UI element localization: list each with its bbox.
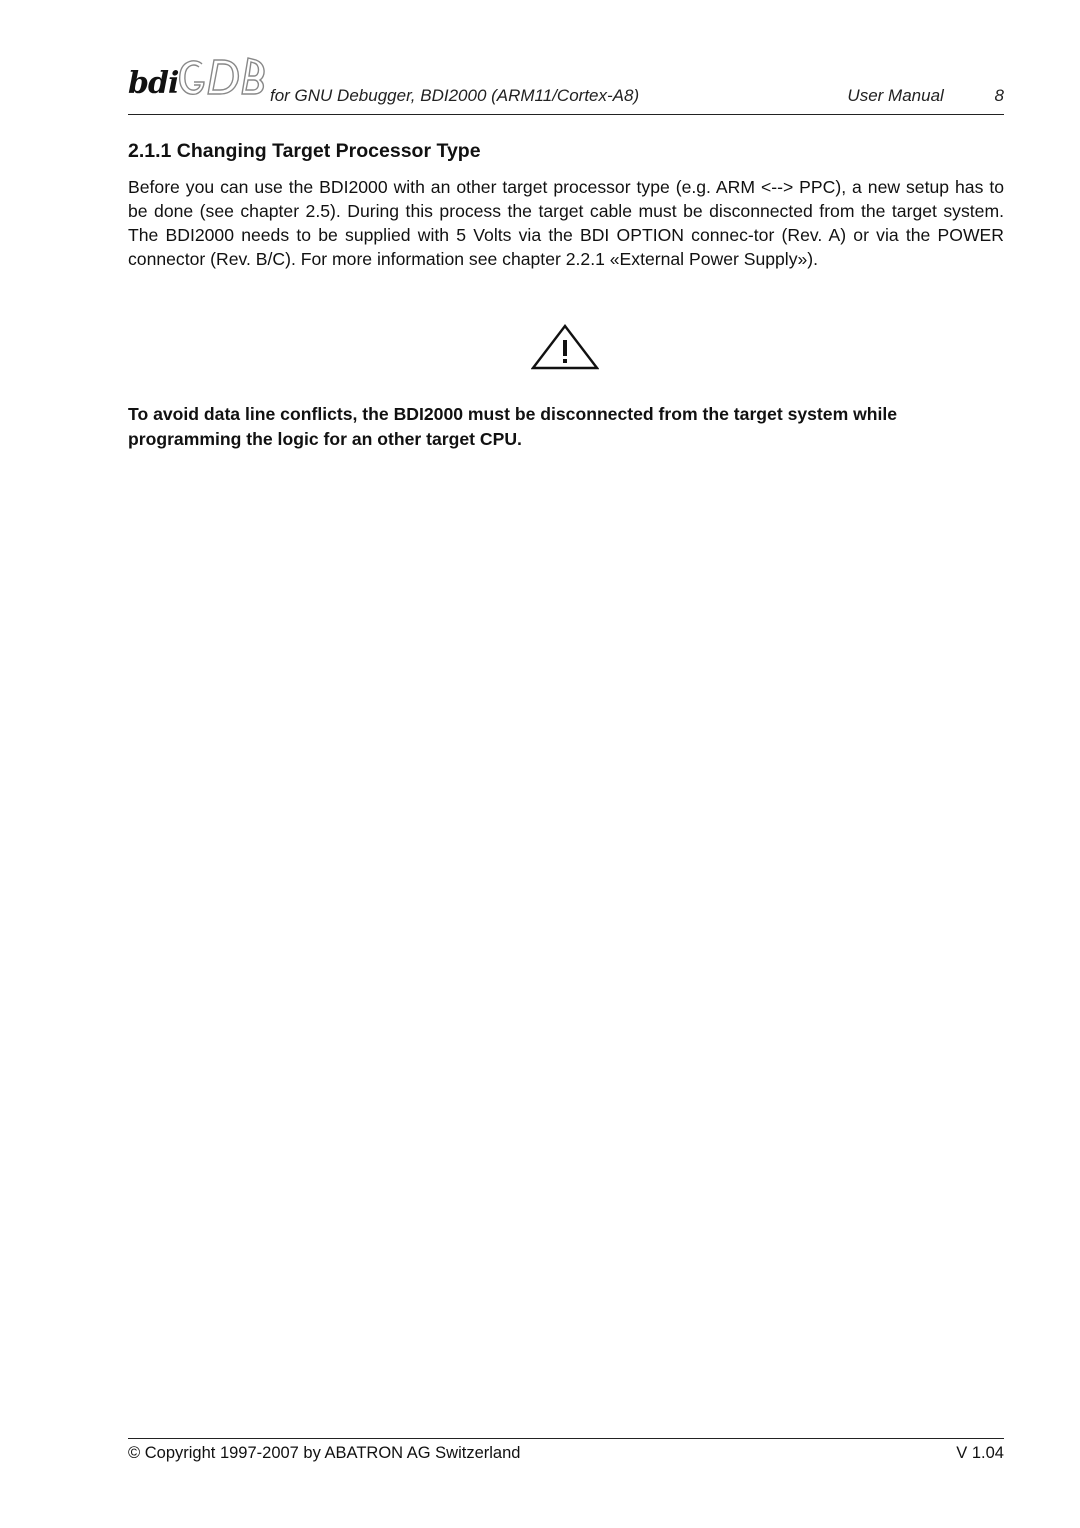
section-paragraph: Before you can use the BDI2000 with an other target processor type (e.g. ARM <--> PPC), a new setup has to be done (see chapter 2.5). During this process the target cable must be disconnected from the target system. The BDI2000 needs to be supplied with 5 Volts via the BDI OPTION connec-tor (Rev. A) or via the POWER connector (Rev. B/C). For more information see chapter 2.2.1 «External Power Supply»). [128, 177, 1004, 269]
footer-version: V 1.04 [956, 1444, 1004, 1462]
warning-text: To avoid data line conflicts, the BDI2000 must be disconnected from the target system while programming the logic for an other target CPU. [128, 404, 898, 449]
header-doc-type: User Manual [847, 86, 944, 105]
logo-gdb-outline-icon [172, 52, 268, 106]
logo-bdi-text: bdi [128, 66, 179, 101]
header-right [847, 86, 1004, 106]
warning-triangle-icon [531, 324, 599, 370]
section-title: 2.1.1 Changing Target Processor Type [128, 140, 481, 162]
header-subtitle: for GNU Debugger, BDI2000 (ARM11/Cortex-A8) [270, 86, 640, 105]
bdigdb-logo [128, 52, 268, 106]
header-page-number: 8 [994, 86, 1004, 105]
page-header [128, 52, 1004, 115]
page-footer [128, 1438, 1004, 1462]
footer-copyright: © Copyright 1997-2007 by ABATRON AG Switzerland [128, 1444, 521, 1462]
